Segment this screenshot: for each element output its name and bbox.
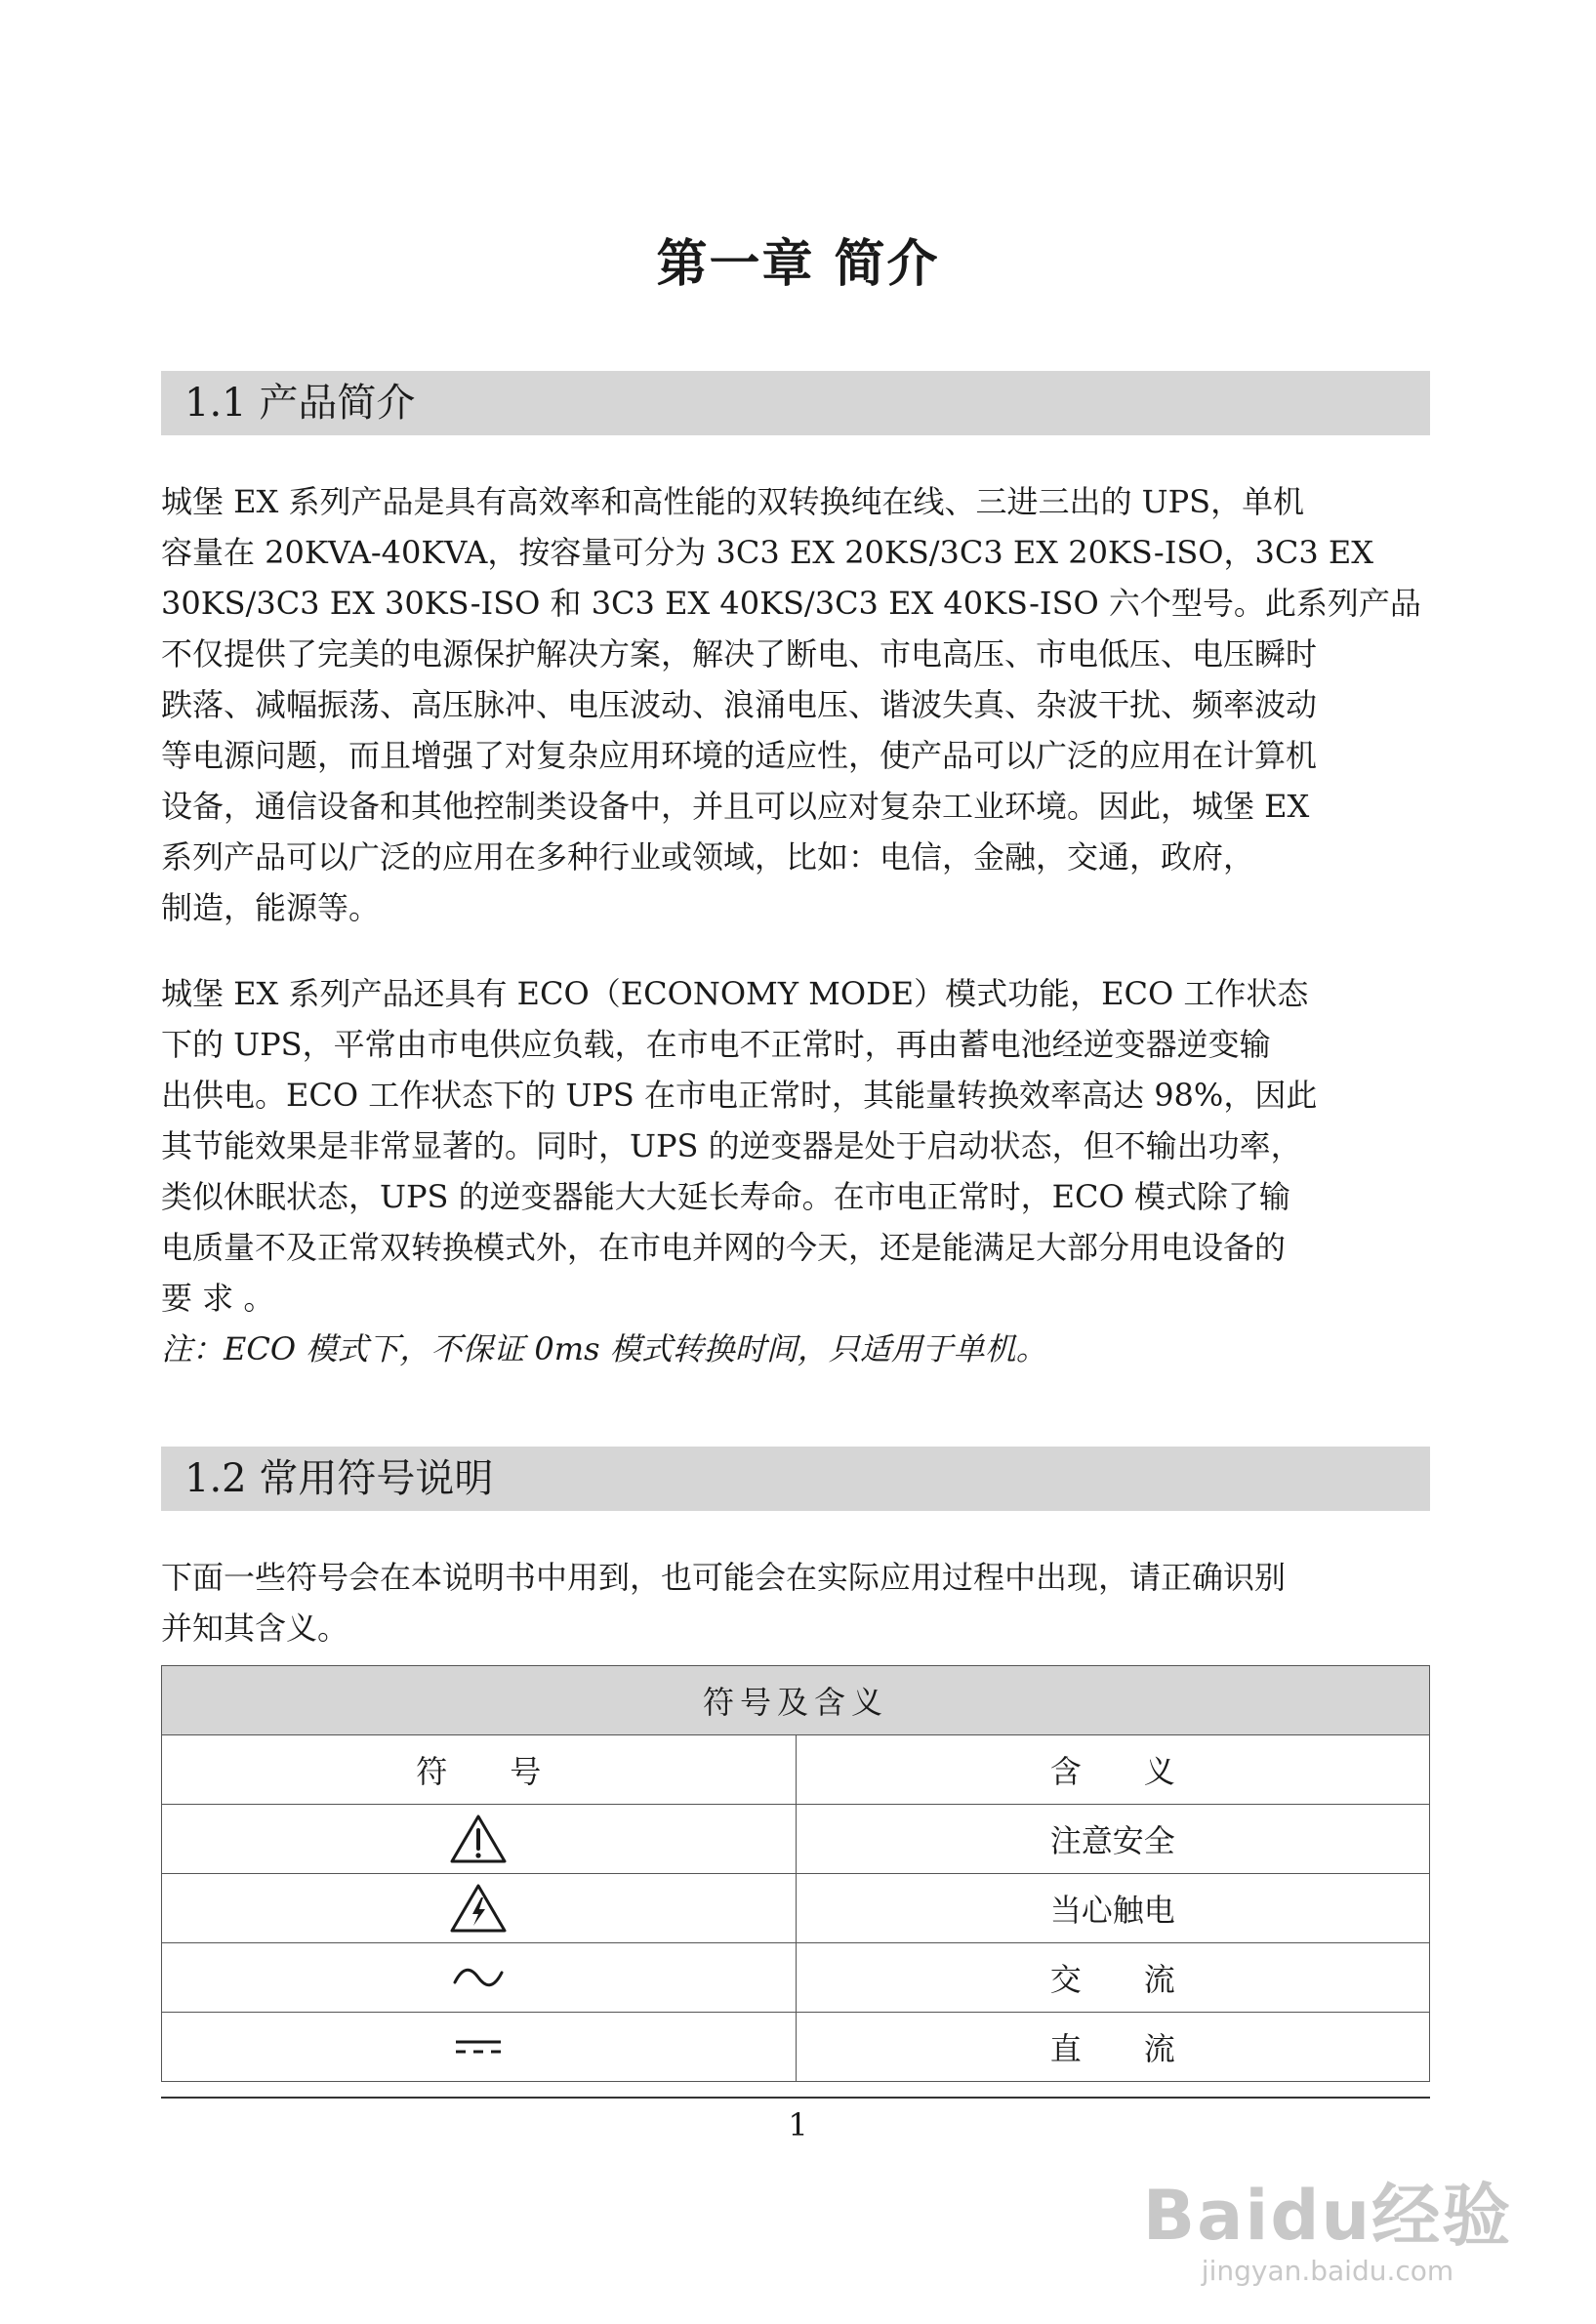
text-line: 出供电。ECO 工作状态下的 UPS 在市电正常时，其能量转换效率高达 98%，因此 bbox=[161, 1077, 1318, 1114]
text-line: 系列产品可以广泛的应用在多种行业或领域，比如：电信，金融，交通，政府， bbox=[161, 838, 1255, 876]
text-line: 类似休眠状态，UPS 的逆变器能大大延长寿命。在市电正常时，ECO 模式除了输 bbox=[161, 1178, 1290, 1215]
text-line: 下的 UPS，平常由市电供应负载，在市电不正常时，再由蓄电池经逆变器逆变输 bbox=[161, 1026, 1271, 1063]
text-line: 下面一些符号会在本说明书中用到，也可能会在实际应用过程中出现，请正确识别 bbox=[161, 1559, 1287, 1596]
text-line: 并知其含义。 bbox=[161, 1610, 349, 1647]
column-header-meaning: 含 义 bbox=[796, 1735, 1430, 1805]
text-line: 要 求 。 bbox=[161, 1280, 275, 1317]
text-line: 城堡 EX 系列产品还具有 ECO（ECONOMY MODE）模式功能，ECO 工作状态 bbox=[161, 975, 1309, 1012]
text-line: 30KS/3C3 EX 30KS-ISO 和 3C3 EX 40KS/3C3 EX 40KS-ISO 六个型号。此系列产品 bbox=[161, 585, 1421, 622]
table-row bbox=[162, 2013, 1430, 2082]
text-line: 设备，通信设备和其他控制类设备中，并且可以应对复杂工业环境。因此，城堡 EX bbox=[161, 788, 1310, 825]
footer-divider bbox=[161, 2097, 1430, 2099]
table-row bbox=[162, 1943, 1430, 2013]
text-line: 其节能效果是非常显著的。同时，UPS 的逆变器是处于启动状态，但不输出功率， bbox=[161, 1127, 1302, 1164]
symbols-table bbox=[161, 1665, 1430, 2082]
table-row bbox=[162, 1805, 1430, 1874]
text-line: 不仅提供了完美的电源保护解决方案，解决了断电、市电高压、市电低压、电压瞬时 bbox=[161, 635, 1318, 673]
text-line: 容量在 20KVA-40KVA，按容量可分为 3C3 EX 20KS/3C3 EX 20KS-ISO，3C3 EX bbox=[161, 534, 1374, 571]
watermark-logo: Baidu经验 bbox=[1142, 2176, 1513, 2256]
warning-triangle-icon bbox=[162, 1805, 797, 1874]
ac-wave-icon bbox=[162, 1943, 797, 2013]
chapter-title: 第一章 简介 bbox=[656, 235, 940, 294]
meaning-cell: 直 流 bbox=[796, 2013, 1430, 2082]
meaning-cell: 交 流 bbox=[796, 1943, 1430, 2013]
text-line: 城堡 EX 系列产品是具有高效率和高性能的双转换纯在线、三进三出的 UPS，单机 bbox=[161, 483, 1305, 520]
text-line: 跌落、减幅振荡、高压脉冲、电压波动、浪涌电压、谐波失真、杂波干扰、频率波动 bbox=[161, 686, 1318, 723]
section-heading-1-1: 1.1 产品简介 bbox=[161, 371, 1430, 435]
meaning-cell: 注意安全 bbox=[796, 1805, 1430, 1874]
dc-lines-icon bbox=[162, 2013, 797, 2082]
electric-shock-icon bbox=[162, 1874, 797, 1943]
section-heading-1-2: 1.2 常用符号说明 bbox=[161, 1447, 1430, 1511]
table-row bbox=[162, 1874, 1430, 1943]
eco-note: 注：ECO 模式下，不保证 0ms 模式转换时间，只适用于单机。 bbox=[161, 1330, 1047, 1367]
text-line: 制造，能源等。 bbox=[161, 889, 381, 926]
text-line: 电质量不及正常双转换模式外，在市电并网的今天，还是能满足大部分用电设备的 bbox=[161, 1229, 1287, 1266]
text-line: 等电源问题，而且增强了对复杂应用环境的适应性，使产品可以广泛的应用在计算机 bbox=[161, 737, 1318, 774]
column-header-symbol: 符 号 bbox=[162, 1735, 797, 1805]
table-caption: 符号及含义 bbox=[162, 1666, 1430, 1735]
eco-mode-paragraph bbox=[161, 968, 1430, 1374]
meaning-cell: 当心触电 bbox=[796, 1874, 1430, 1943]
page-number: 1 bbox=[788, 2106, 808, 2143]
symbols-intro-paragraph bbox=[161, 1552, 1430, 1653]
product-intro-paragraph bbox=[161, 476, 1430, 933]
baidu-watermark bbox=[1123, 2177, 1533, 2287]
watermark-url: jingyan.baidu.com bbox=[1201, 2255, 1454, 2287]
